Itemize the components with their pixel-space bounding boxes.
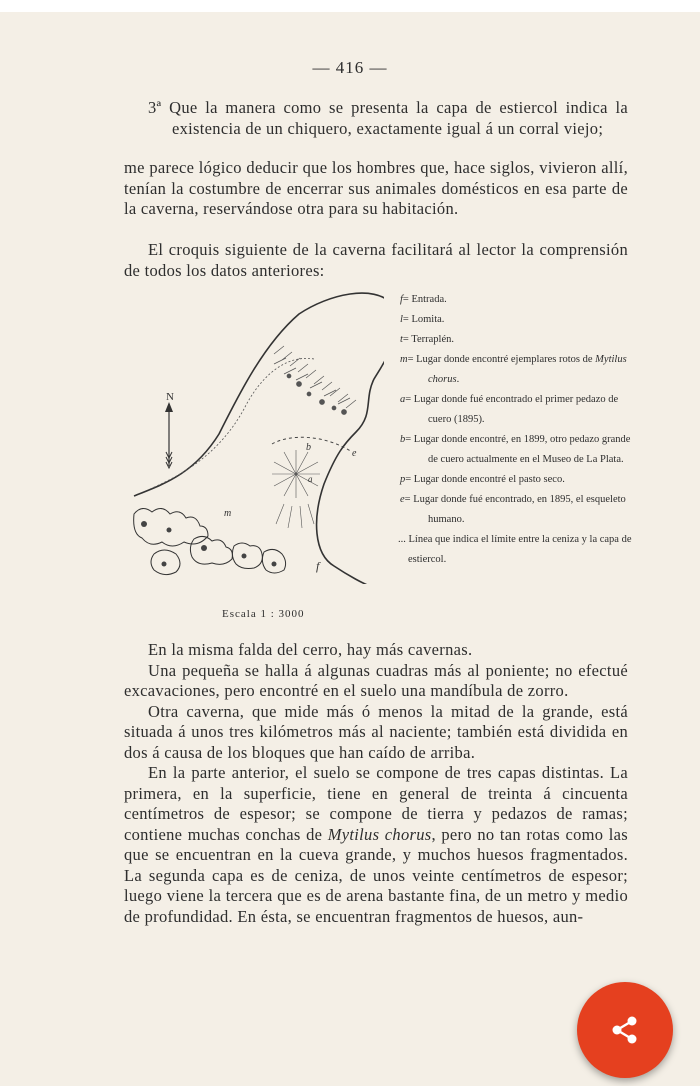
paragraph-more-caves: En la misma falda del cerro, hay más cavernas. <box>148 640 473 659</box>
legend-row-l: l= Lomita. <box>400 314 445 325</box>
legend-row-f: f= Entrada. <box>400 294 447 305</box>
body-text-continued <box>124 640 628 927</box>
label-m: m <box>224 508 232 519</box>
share-button[interactable] <box>577 982 673 1078</box>
list-item-3 <box>148 98 628 139</box>
legend-row-e: e= Lugar donde fué encontrado, en 1895, el esqueleto humano. <box>400 494 626 525</box>
cave-sketch-map <box>124 284 384 584</box>
paragraph-small-cave: Una pequeña se halla á algunas cuadras más al poniente; no efectué excavaciones, pero encontré en el suelo una mandíbula de zorro. <box>124 660 628 700</box>
paragraph-layers: En la parte anterior, el suelo se compone de tres capas distintas. La primera, en la superficie, tiene en general de treinta á cincuenta centímetros de espesor; se compone de tierra y pedazos de ramas; contiene muchas conchas de Mytilus chorus, pero no tan rotas como las que se encuentran en la cueva grande, y muchos huesos fragmentados. La segunda capa es de ceniza, de unos veinte centímetros de espesor; luego viene la tercera que es de arena bastante fina, de un metro y medio de profundidad. En ésta, se encuentran fragmentos de huesos, aun- <box>124 763 628 926</box>
cave-outline <box>134 293 384 584</box>
north-label: N <box>166 391 174 403</box>
label-f: f <box>316 559 320 573</box>
label-a: a <box>308 474 313 484</box>
label-e: e <box>352 448 357 459</box>
north-arrowhead <box>165 402 173 412</box>
page-number: — 416 — <box>312 58 388 77</box>
share-icon <box>608 1013 642 1047</box>
legend-row-t: t= Terraplén. <box>400 334 454 345</box>
scale-label: Escala 1 : 3000 <box>222 608 305 620</box>
rock-shading <box>141 521 277 567</box>
book-page <box>0 12 700 1086</box>
item-text: Que la manera como se presenta la capa de estiercol indica la existencia de un chiquero, exactamente igual á un corral viejo; <box>169 98 628 138</box>
figure-legend <box>400 290 632 570</box>
paragraph-conclusion: me parece lógico deducir que los hombres que, hace siglos, vivieron allí, tenían la costumbre de encerrar sus animales domésticos en esa parte de la caverna, reservándose otra para su habitación. <box>124 158 628 218</box>
lomita-mound <box>272 450 320 528</box>
paragraph-croquis-intro: El croquis siguiente de la caverna facilitará al lector la comprensión de todos los datos anteriores: <box>124 240 628 280</box>
legend-row-b: b= Lugar donde encontré, en 1899, otro pedazo grande de cuero actualmente en el Museo de La Plata. <box>400 434 631 465</box>
legend-row-a: a= Lugar donde fué encontrado el primer pedazo de cuero (1895). <box>400 394 619 425</box>
item-prefix: 3ª <box>148 98 162 117</box>
legend-row-line: ... Línea que indica el límite entre la ceniza y la capa de estiercol. <box>398 534 632 565</box>
paragraph-other-cave: Otra caverna, que mide más ó menos la mitad de la grande, está situada á unos tres kilómetros más al naciente; también está dividida en dos á causa de los bloques que han caído de arriba. <box>124 701 628 762</box>
legend-row-p: p= Lugar donde encontré el pasto seco. <box>400 474 565 485</box>
rock-blocks <box>134 508 286 574</box>
hatched-dung-area <box>274 346 356 415</box>
label-b: b <box>306 442 311 453</box>
status-strip <box>0 0 700 12</box>
legend-row-m: m= Lugar donde encontré ejemplares rotos de Mytilus chorus. <box>400 354 627 385</box>
